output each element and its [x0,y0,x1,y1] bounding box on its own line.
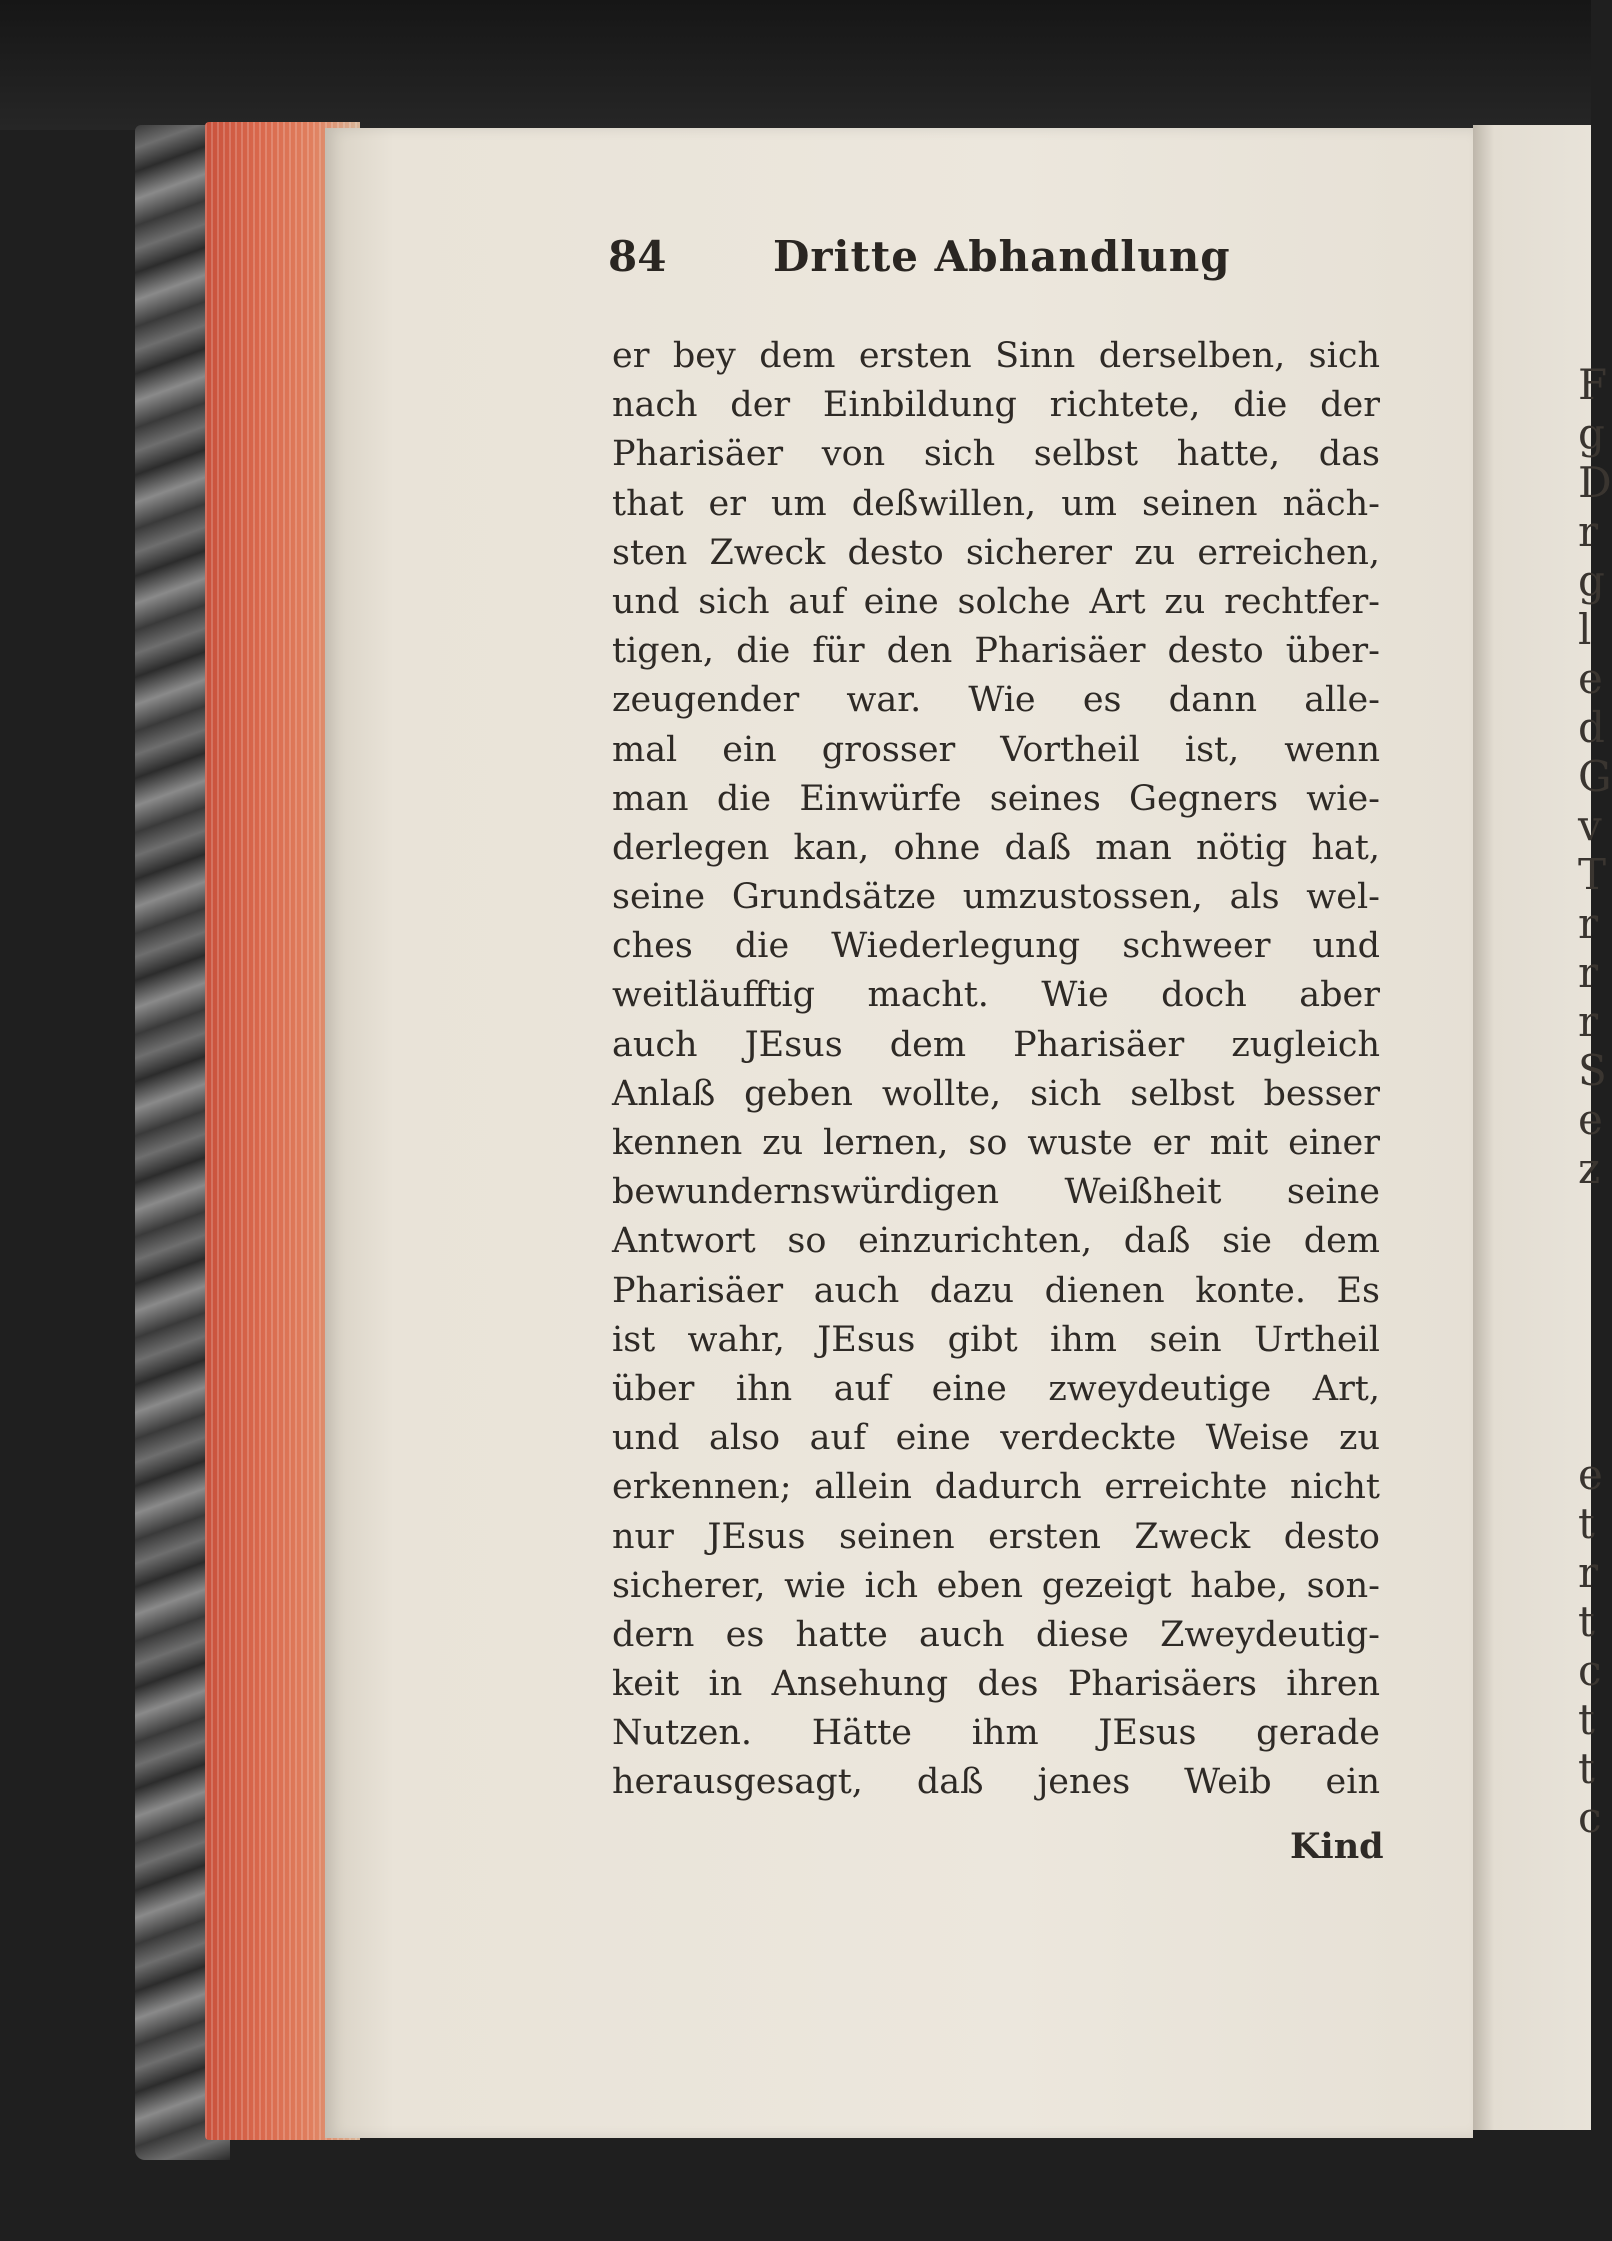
body-text [612,332,1380,1808]
text-line: ist wahr, JEsus gibt ihm sein Urtheil [612,1319,1380,1360]
text-line: tigen, die für den Pharisäer desto über- [612,631,1380,672]
running-title: Dritte Abhandlung [773,232,1231,281]
text-line: herausgesagt, daß jenes Weib ein [612,1762,1380,1803]
facing-page-letters-upper: F g D r g l e d G v T r r r S e z [1578,360,1612,1193]
text-line: Anlaß geben wollte, sich selbst besser [612,1073,1380,1114]
text-line: er bey dem ersten Sinn derselben, sich [612,336,1380,376]
text-line: erkennen; allein dadurch erreichte nicht [612,1467,1380,1508]
text-line: sten Zweck desto sicherer zu erreichen, [612,532,1380,573]
facing-page-edge [1473,125,1591,2130]
text-line: keit in Ansehung des Pharisäers ihren [612,1664,1380,1705]
text-line: nach der Einbildung richtete, die der [612,385,1380,426]
text-line: über ihn auf eine zweydeutige Art, [612,1368,1380,1409]
text-line: nur JEsus seinen ersten Zweck desto [612,1516,1380,1557]
text-line: sicherer, wie ich eben gezeigt habe, son- [612,1565,1380,1606]
text-line: Nutzen. Hätte ihm JEsus gerade [612,1713,1380,1754]
page-number: 84 [608,232,667,281]
text-line: derlegen kan, ohne daß man nötig hat, [612,827,1380,868]
text-line: Antwort so einzurichten, daß sie dem [612,1221,1380,1262]
text-line: dern es hatte auch diese Zweydeutig- [612,1614,1380,1655]
text-line: und also auf eine verdeckte Weise zu [612,1418,1380,1459]
text-line: mal ein grosser Vortheil ist, wenn [612,729,1380,770]
text-line: seine Grundsätze umzustossen, als wel- [612,877,1380,918]
text-line: man die Einwürfe seines Gegners wie- [612,778,1380,819]
facing-page-letters-lower: e t r t c t t c [1578,1450,1603,1842]
catchword: Kind [1290,1826,1384,1867]
text-line: weitläufftig macht. Wie doch aber [612,975,1380,1016]
text-line: Pharisäer von sich selbst hatte, das [612,434,1380,475]
text-line: that er um deßwillen, um seinen näch- [612,483,1380,524]
text-line: Pharisäer auch dazu dienen konte. Es [612,1270,1380,1311]
text-line: bewundernswürdigen Weißheit seine [612,1172,1380,1213]
backdrop [0,0,1591,130]
text-line: zeugender war. Wie es dann alle- [612,680,1380,721]
text-line: und sich auf eine solche Art zu rechtfer- [612,581,1380,622]
text-line: kennen zu lernen, so wuste er mit einer [612,1123,1380,1163]
page-header [608,232,1378,292]
text-line: auch JEsus dem Pharisäer zugleich [612,1024,1380,1065]
text-line: ches die Wiederlegung schweer und [612,926,1380,967]
